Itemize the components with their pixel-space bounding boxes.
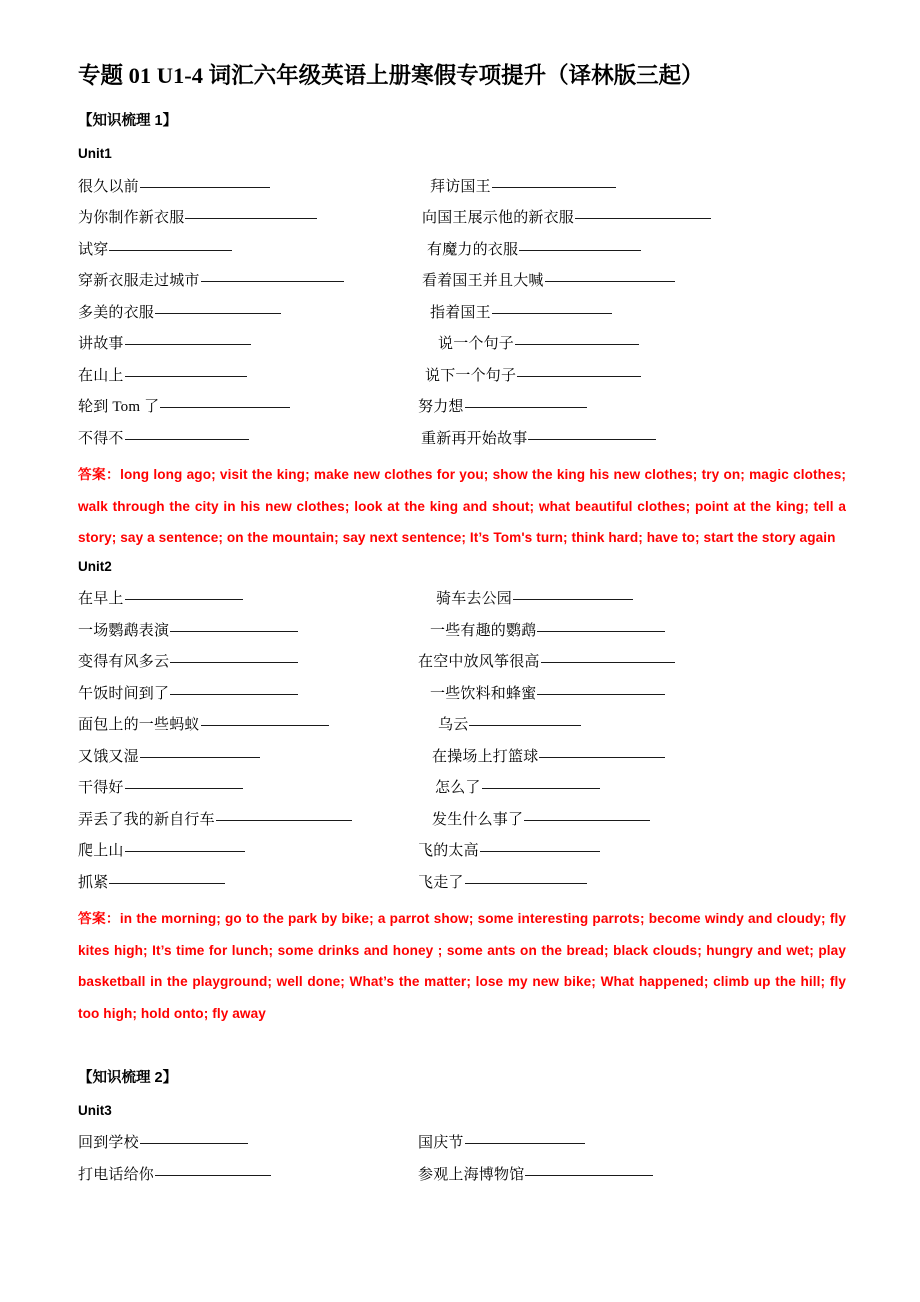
answer-blank-line[interactable] bbox=[216, 819, 352, 821]
vocab-term: 乌云 bbox=[438, 717, 469, 734]
vocab-row bbox=[78, 679, 850, 711]
vocab-entry-left bbox=[78, 266, 408, 298]
answer-blank-line[interactable] bbox=[155, 1174, 271, 1176]
vocab-term: 在山上 bbox=[78, 367, 124, 384]
vocab-term: 面包上的一些蚂蚁 bbox=[78, 717, 200, 734]
vocab-entry-left bbox=[78, 710, 408, 742]
answer-blank-line[interactable] bbox=[185, 217, 317, 219]
vocab-entry-left bbox=[78, 172, 408, 204]
answer-blank-line[interactable] bbox=[515, 343, 639, 345]
vocab-entry-left bbox=[78, 742, 408, 774]
vocab-entry-left bbox=[78, 361, 408, 393]
vocab-entry-right bbox=[408, 266, 850, 298]
answer-blank-line[interactable] bbox=[160, 406, 290, 408]
answer-text: in the morning; go to the park by bike; a parrot show; some interesting parrots; become windy and cloudy; fly kites high; It’s time for lunch; some drinks and honey ; some ants on the bread; black clouds; hungry and wet; play basketball in the playground; well done; What’s the matter; lose my new bike; What happened; climb up the hill; fly too high; hold onto; fly away bbox=[78, 911, 846, 1021]
vocab-term: 骑车去公园 bbox=[436, 591, 513, 608]
vocab-term: 午饭时间到了 bbox=[78, 685, 170, 702]
vocab-row bbox=[78, 235, 850, 267]
answer-block-unit2 bbox=[78, 903, 846, 1029]
vocab-entry-right bbox=[408, 1128, 850, 1160]
unit-label-unit1: Unit1 bbox=[78, 145, 112, 161]
answer-blank-line[interactable] bbox=[125, 375, 247, 377]
page-title: 专题 01 U1-4 词汇六年级英语上册寒假专项提升（译林版三起） bbox=[78, 63, 704, 88]
vocab-entry-right bbox=[408, 710, 850, 742]
unit-label-unit2: Unit2 bbox=[78, 558, 112, 574]
vocab-row bbox=[78, 298, 850, 330]
answer-label: 答案： bbox=[78, 467, 121, 483]
vocab-term: 弄丢了我的新自行车 bbox=[78, 811, 215, 828]
vocab-term: 一些饮料和蜂蜜 bbox=[430, 685, 537, 702]
vocab-row bbox=[78, 616, 850, 648]
vocab-term: 抓紧 bbox=[78, 874, 109, 891]
vocab-term: 试穿 bbox=[78, 241, 109, 258]
vocab-term: 拜访国王 bbox=[430, 178, 491, 195]
vocab-entry-left bbox=[78, 298, 408, 330]
answer-blank-line[interactable] bbox=[517, 375, 641, 377]
vocab-row bbox=[78, 203, 850, 235]
vocab-list-unit1 bbox=[78, 172, 850, 456]
vocab-entry-left bbox=[78, 868, 408, 900]
answer-blank-line[interactable] bbox=[125, 438, 249, 440]
vocab-entry-right bbox=[408, 647, 850, 679]
vocab-term: 有魔力的衣服 bbox=[427, 241, 519, 258]
vocab-row bbox=[78, 266, 850, 298]
vocab-entry-left bbox=[78, 679, 408, 711]
vocab-entry-right bbox=[408, 329, 850, 361]
vocab-term: 打电话给你 bbox=[78, 1166, 155, 1183]
vocab-term: 在早上 bbox=[78, 591, 124, 608]
vocab-term: 指着国王 bbox=[430, 304, 491, 321]
vocab-entry-right bbox=[408, 1160, 850, 1192]
vocab-entry-right bbox=[408, 773, 850, 805]
vocab-term: 飞走了 bbox=[418, 874, 464, 891]
vocab-term: 穿新衣服走过城市 bbox=[78, 273, 200, 290]
vocab-term: 为你制作新衣服 bbox=[78, 210, 185, 227]
answer-blank-line[interactable] bbox=[465, 1142, 585, 1144]
vocab-term: 在操场上打篮球 bbox=[432, 748, 539, 765]
vocab-row bbox=[78, 1128, 850, 1160]
vocab-entry-right bbox=[408, 584, 850, 616]
answer-blank-line[interactable] bbox=[465, 406, 587, 408]
vocab-row bbox=[78, 805, 850, 837]
answer-blank-line[interactable] bbox=[524, 819, 650, 821]
vocab-entry-right bbox=[408, 679, 850, 711]
vocab-row bbox=[78, 424, 850, 456]
answer-blank-line[interactable] bbox=[537, 693, 665, 695]
vocab-row bbox=[78, 329, 850, 361]
vocab-term: 爬上山 bbox=[78, 843, 124, 860]
vocab-term: 发生什么事了 bbox=[432, 811, 524, 828]
vocab-entry-right bbox=[408, 298, 850, 330]
answer-block-unit1 bbox=[78, 459, 846, 554]
vocab-entry-left bbox=[78, 805, 408, 837]
vocab-term: 很久以前 bbox=[78, 178, 139, 195]
answer-blank-line[interactable] bbox=[525, 1174, 653, 1176]
vocab-term: 在空中放风筝很高 bbox=[418, 654, 540, 671]
vocab-term: 多美的衣服 bbox=[78, 304, 155, 321]
vocab-term: 努力想 bbox=[418, 399, 464, 416]
vocab-entry-left bbox=[78, 392, 408, 424]
vocab-entry-right bbox=[408, 361, 850, 393]
answer-text: long long ago; visit the king; make new clothes for you; show the king his new clothes; try on; magic clothes; walk through the city in his new clothes; look at the king and shout; what beautiful clothes; point at the king; tell a story; say a sentence; on the mountain; say next sentence; It’s Tom's turn; think hard; have to; start the story again bbox=[78, 467, 846, 546]
vocab-row bbox=[78, 742, 850, 774]
vocab-entry-right bbox=[408, 203, 850, 235]
answer-blank-line[interactable] bbox=[545, 280, 675, 282]
vocab-entry-right bbox=[408, 868, 850, 900]
vocab-entry-right bbox=[408, 424, 850, 456]
vocab-term: 轮到 Tom 了 bbox=[78, 399, 160, 416]
answer-blank-line[interactable] bbox=[109, 249, 232, 251]
answer-blank-line[interactable] bbox=[170, 630, 298, 632]
answer-blank-line[interactable] bbox=[155, 312, 281, 314]
vocab-entry-right bbox=[408, 616, 850, 648]
vocab-entry-right bbox=[408, 742, 850, 774]
answer-blank-line[interactable] bbox=[537, 630, 665, 632]
answer-blank-line[interactable] bbox=[140, 756, 260, 758]
vocab-entry-left bbox=[78, 329, 408, 361]
vocab-term: 干得好 bbox=[78, 780, 124, 797]
vocab-entry-left bbox=[78, 584, 408, 616]
vocab-entry-left bbox=[78, 616, 408, 648]
vocab-entry-left bbox=[78, 1128, 408, 1160]
section-spacer bbox=[78, 1033, 850, 1069]
vocab-entry-right bbox=[408, 172, 850, 204]
vocab-row bbox=[78, 710, 850, 742]
answer-blank-line[interactable] bbox=[125, 343, 251, 345]
vocab-entry-left bbox=[78, 203, 408, 235]
vocab-term: 一场鹦鹉表演 bbox=[78, 622, 170, 639]
answer-blank-line[interactable] bbox=[519, 249, 641, 251]
answer-blank-line[interactable] bbox=[140, 1142, 248, 1144]
vocab-entry-right bbox=[408, 805, 850, 837]
vocab-row bbox=[78, 392, 850, 424]
answer-blank-line[interactable] bbox=[170, 693, 298, 695]
vocab-term: 说下一个句子 bbox=[425, 367, 517, 384]
vocab-row bbox=[78, 584, 850, 616]
vocab-entry-left bbox=[78, 836, 408, 868]
vocab-row bbox=[78, 836, 850, 868]
answer-blank-line[interactable] bbox=[480, 850, 600, 852]
vocab-row bbox=[78, 1160, 850, 1192]
vocab-list-unit2 bbox=[78, 584, 850, 899]
answer-blank-line[interactable] bbox=[539, 756, 665, 758]
vocab-term: 重新再开始故事 bbox=[421, 430, 528, 447]
vocab-term: 一些有趣的鹦鹉 bbox=[430, 622, 537, 639]
vocab-entry-right bbox=[408, 836, 850, 868]
answer-label: 答案： bbox=[78, 911, 120, 927]
vocab-term: 参观上海博物馆 bbox=[418, 1166, 525, 1183]
vocab-entry-right bbox=[408, 235, 850, 267]
vocab-term: 国庆节 bbox=[418, 1135, 464, 1152]
vocab-term: 飞的太高 bbox=[418, 843, 479, 860]
vocab-entry-left bbox=[78, 773, 408, 805]
answer-blank-line[interactable] bbox=[125, 598, 243, 600]
vocab-row bbox=[78, 647, 850, 679]
vocab-entry-left bbox=[78, 424, 408, 456]
answer-blank-line[interactable] bbox=[109, 882, 225, 884]
answer-blank-line[interactable] bbox=[541, 661, 675, 663]
answer-blank-line[interactable] bbox=[125, 787, 243, 789]
vocab-entry-right bbox=[408, 392, 850, 424]
answer-blank-line[interactable] bbox=[492, 186, 616, 188]
vocab-term: 怎么了 bbox=[435, 780, 481, 797]
vocab-list-unit3 bbox=[78, 1128, 850, 1191]
vocab-row bbox=[78, 172, 850, 204]
answer-blank-line[interactable] bbox=[125, 850, 245, 852]
answer-blank-line[interactable] bbox=[469, 724, 581, 726]
answer-blank-line[interactable] bbox=[170, 661, 298, 663]
answer-blank-line[interactable] bbox=[528, 438, 656, 440]
unit-label-unit3: Unit3 bbox=[78, 1102, 112, 1118]
vocab-term: 说一个句子 bbox=[438, 336, 515, 353]
vocab-term: 不得不 bbox=[78, 430, 124, 447]
answer-blank-line[interactable] bbox=[482, 787, 600, 789]
answer-blank-line[interactable] bbox=[575, 217, 711, 219]
answer-blank-line[interactable] bbox=[140, 186, 270, 188]
vocab-entry-left bbox=[78, 235, 408, 267]
answer-blank-line[interactable] bbox=[492, 312, 612, 314]
answer-blank-line[interactable] bbox=[201, 724, 329, 726]
vocab-term: 变得有风多云 bbox=[78, 654, 170, 671]
answer-blank-line[interactable] bbox=[465, 882, 587, 884]
vocab-row bbox=[78, 773, 850, 805]
vocab-term: 又饿又湿 bbox=[78, 748, 139, 765]
section-heading-1: 【知识梳理 1】 bbox=[78, 113, 178, 130]
answer-blank-line[interactable] bbox=[513, 598, 633, 600]
section-heading-2: 【知识梳理 2】 bbox=[78, 1070, 178, 1087]
vocab-entry-left bbox=[78, 1160, 408, 1192]
vocab-term: 讲故事 bbox=[78, 336, 124, 353]
vocab-row bbox=[78, 868, 850, 900]
vocab-term: 回到学校 bbox=[78, 1135, 139, 1152]
vocab-entry-left bbox=[78, 647, 408, 679]
vocab-row bbox=[78, 361, 850, 393]
vocab-term: 向国王展示他的新衣服 bbox=[422, 210, 575, 227]
vocab-term: 看着国王并且大喊 bbox=[422, 273, 544, 290]
answer-blank-line[interactable] bbox=[201, 280, 344, 282]
